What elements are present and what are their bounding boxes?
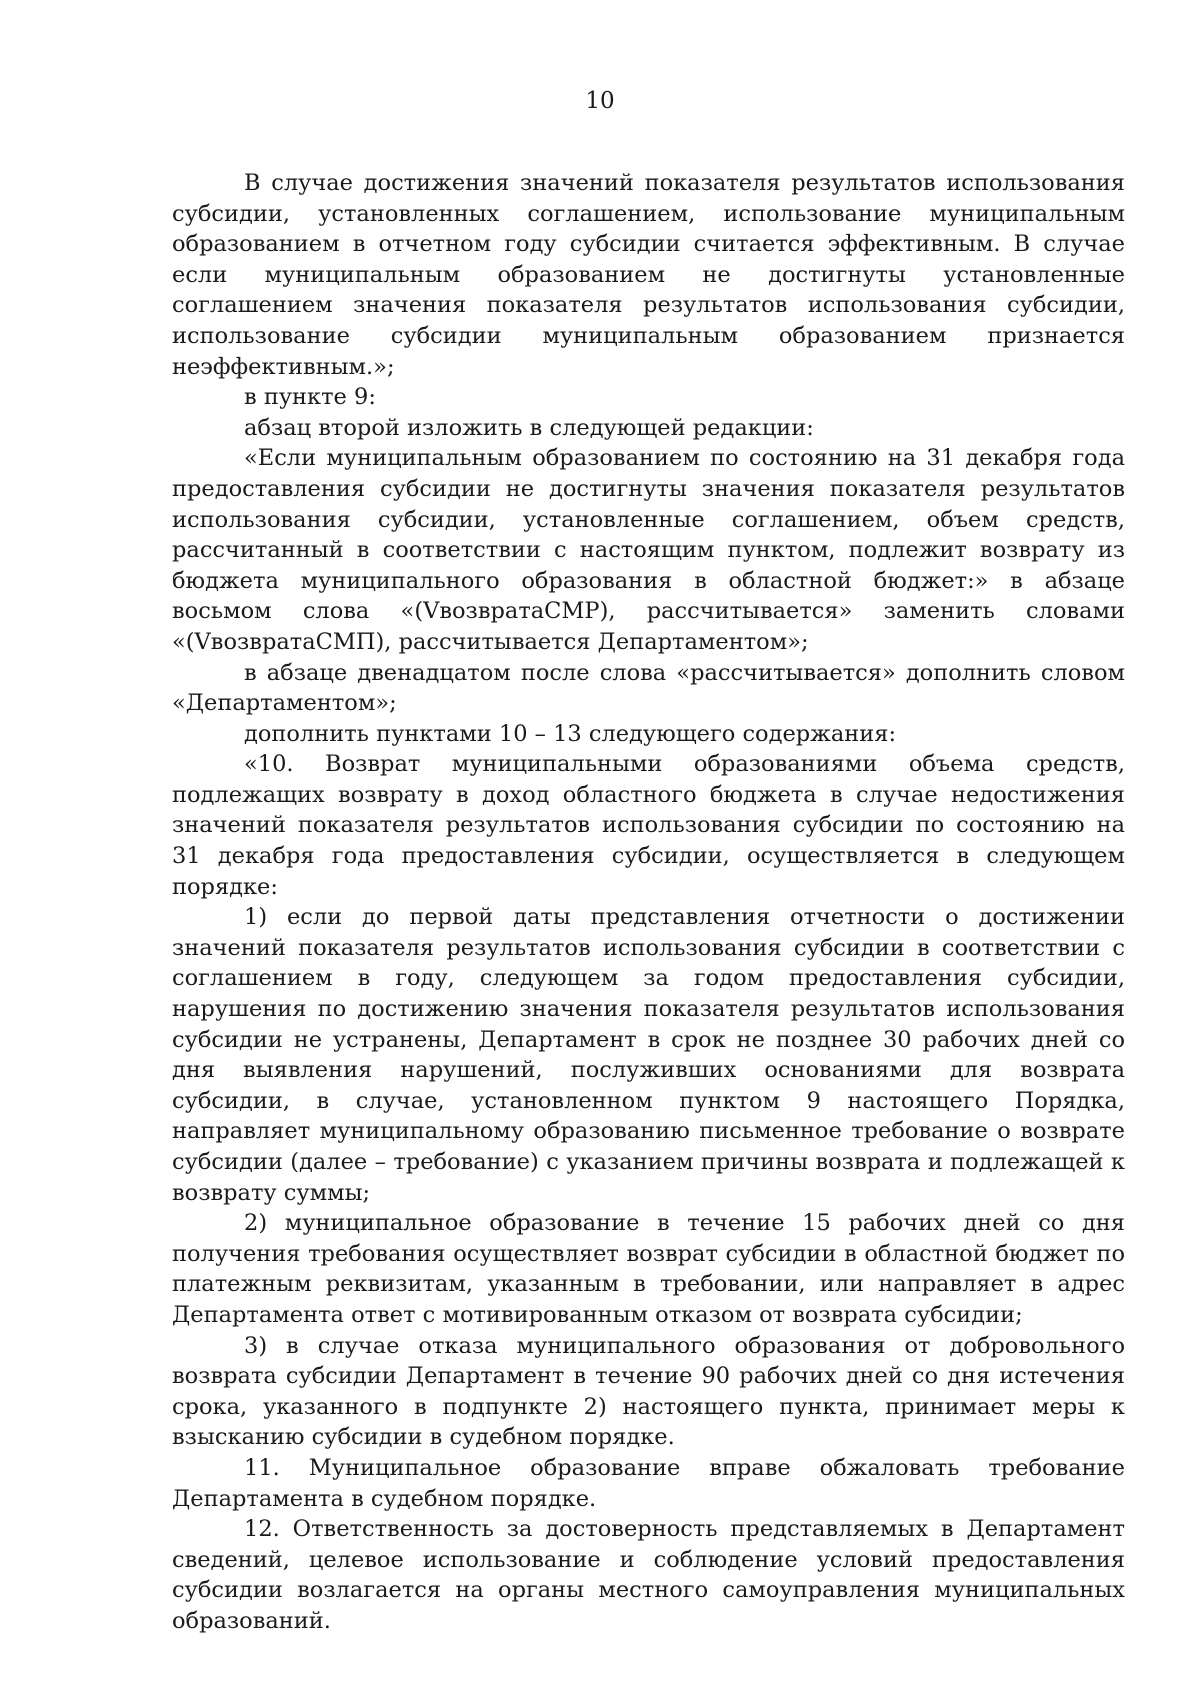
paragraph: 3) в случае отказа муниципального образования от добровольного возврата субсидии Департамент в течение 90 рабочих дней со дня истечения срока, указанного в подпункте 2) настоящего пункта, принимает меры к взысканию субсидии в судебном порядке. bbox=[172, 1332, 1125, 1451]
paragraph: 2) муниципальное образование в течение 15 рабочих дней со дня получения требования осуществляет возврат субсидии в областной бюджет по платежным реквизитам, указанным в требовании, или направляет в адрес Департамента ответ с мотивированным отказом от возврата субсидии; bbox=[172, 1210, 1125, 1328]
paragraph: дополнить пунктами 10 – 13 следующего содержания: bbox=[244, 720, 897, 747]
page-number: 10 bbox=[585, 88, 615, 114]
paragraph: в абзаце двенадцатом после слова «рассчитывается» дополнить словом «Департаментом»; bbox=[172, 659, 1125, 717]
paragraph: «Если муниципальным образованием по состоянию на 31 декабря года предоставления субсидии не достигнуты значения показателя результатов использования субсидии, установленные соглашением, объем средств, рассчитанный в соответствии с настоящим пунктом, подлежит возврату из бюджета муниципального образования в областной бюджет:» в абзаце восьмом слова «(VвозвратаСМР), рассчитывается» заменить словами «(VвозвратаСМП), рассчитывается Департаментом»; bbox=[172, 445, 1125, 655]
paragraph: 11. Муниципальное образование вправе обжаловать требование Департамента в судебном порядке. bbox=[172, 1454, 1125, 1512]
paragraph: в пункте 9: bbox=[244, 384, 376, 411]
paragraph: В случае достижения значений показателя результатов использования субсидии, установленных соглашением, использование муниципальным образованием в отчетном году субсидии считается эффективным. В случае если муниципальным образованием не достигнуты установленные соглашением значения показателя результатов использования субсидии, использование субсидии муниципальным образованием признается неэффективным.»; bbox=[172, 170, 1125, 380]
paragraph: 12. Ответственность за достоверность представляемых в Департамент сведений, целевое использование и соблюдение условий предоставления субсидии возлагается на органы местного самоуправления муниципальных образований. bbox=[172, 1516, 1125, 1634]
document-body bbox=[172, 168, 1125, 1637]
paragraph: «10. Возврат муниципальными образованиями объема средств, подлежащих возврату в доход областного бюджета в случае недостижения значений показателя результатов использования субсидии по состоянию на 31 декабря года предоставления субсидии, осуществляется в следующем порядке: bbox=[172, 751, 1125, 900]
paragraph: 1) если до первой даты представления отчетности о достижении значений показателя результатов использования субсидии в соответствии с соглашением в году, следующем за годом предоставления субсидии, нарушения по достижению значения показателя результатов использования субсидии не устранены, Департамент в срок не позднее 30 рабочих дней со дня выявления нарушений, послуживших основаниями для возврата субсидии, в случае, установленном пунктом 9 настоящего Порядка, направляет муниципальному образованию письменное требование о возврате субсидии (далее – требование) с указанием причины возврата и подлежащей к возврату суммы; bbox=[172, 904, 1125, 1206]
paragraph: абзац второй изложить в следующей редакции: bbox=[244, 414, 814, 441]
